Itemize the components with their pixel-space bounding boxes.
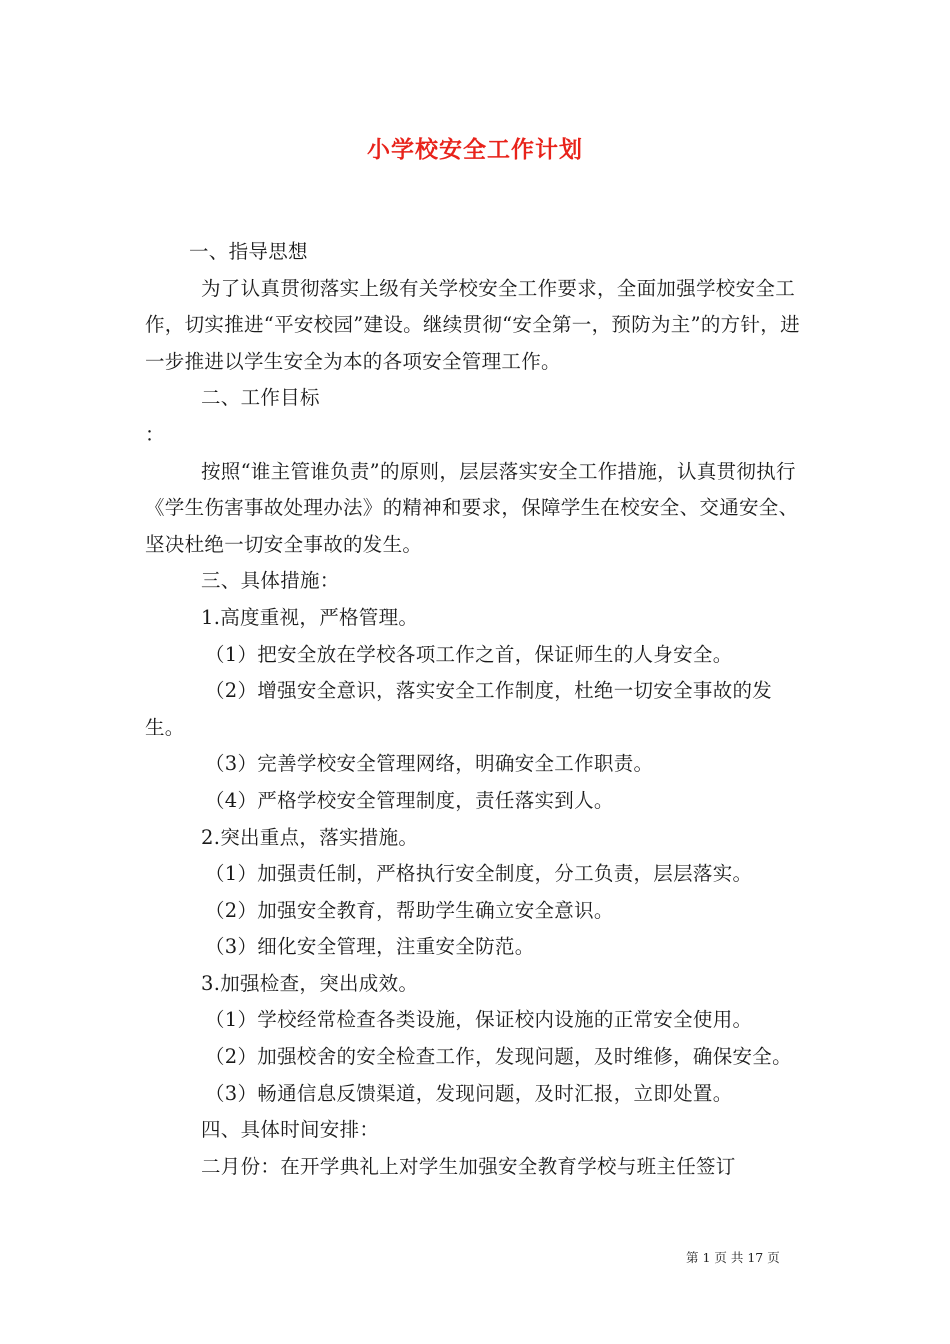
section-heading-4: 四、具体时间安排：: [201, 1118, 380, 1142]
list-item: （3）细化安全管理，注重安全防范。: [205, 935, 535, 959]
list-item: （4）严格学校安全管理制度，责任落实到人。: [205, 788, 614, 812]
list-item: （3）完善学校安全管理网络，明确安全工作职责。: [205, 752, 654, 776]
subheading-1: 1.高度重视，严格管理。: [201, 605, 419, 629]
paragraph-schedule: 二月份：在开学典礼上对学生加强安全教育学校与班主任签订: [201, 1154, 736, 1178]
section-heading-1: 一、指导思想: [189, 240, 308, 263]
list-item: （3）畅通信息反馈渠道，发现问题，及时汇报，立即处置。: [205, 1081, 733, 1105]
page-number-footer: 第 1 页 共 17 页: [686, 1250, 780, 1265]
section-heading-3: 三、具体措施：: [201, 569, 340, 593]
list-item: （1）学校经常检查各类设施，保证校内设施的正常安全使用。: [205, 1008, 753, 1032]
paragraph-guiding-thought: 为了认真贯彻落实上级有关学校安全工作要求，全面加强学校安全工作，切实推进“平安校园”建设。继续贯彻“安全第一，预防为主”的方针，进一步推进以学生安全为本的各项安全管理工作。: [145, 276, 800, 373]
list-item: （1）把安全放在学校各项工作之首，保证师生的人身安全。: [205, 642, 733, 666]
list-item: （1）加强责任制，严格执行安全制度，分工负责，层层落实。: [205, 862, 753, 886]
paragraph-work-goal: 按照“谁主管谁负责”的原则，层层落实安全工作措施，认真贯彻执行《学生伤害事故处理办法》的精神和要求，保障学生在校安全、交通安全、坚决杜绝一切安全事故的发生。: [145, 459, 799, 556]
document-title: 小学校安全工作计划: [367, 136, 583, 163]
list-item: （2）增强安全意识，落实安全工作制度，杜绝一切安全事故的发生。: [145, 679, 773, 739]
document-body: [145, 234, 807, 1185]
section-heading-2: 二、工作目标: [201, 386, 320, 410]
subheading-3: 3.加强检查，突出成效。: [201, 971, 419, 995]
list-item: （2）加强校舍的安全检查工作，发现问题，及时维修，确保安全。: [205, 1045, 792, 1069]
subheading-2: 2.突出重点，落实措施。: [201, 825, 419, 849]
colon-line: ：: [145, 422, 165, 446]
list-item: （2）加强安全教育，帮助学生确立安全意识。: [205, 898, 614, 922]
